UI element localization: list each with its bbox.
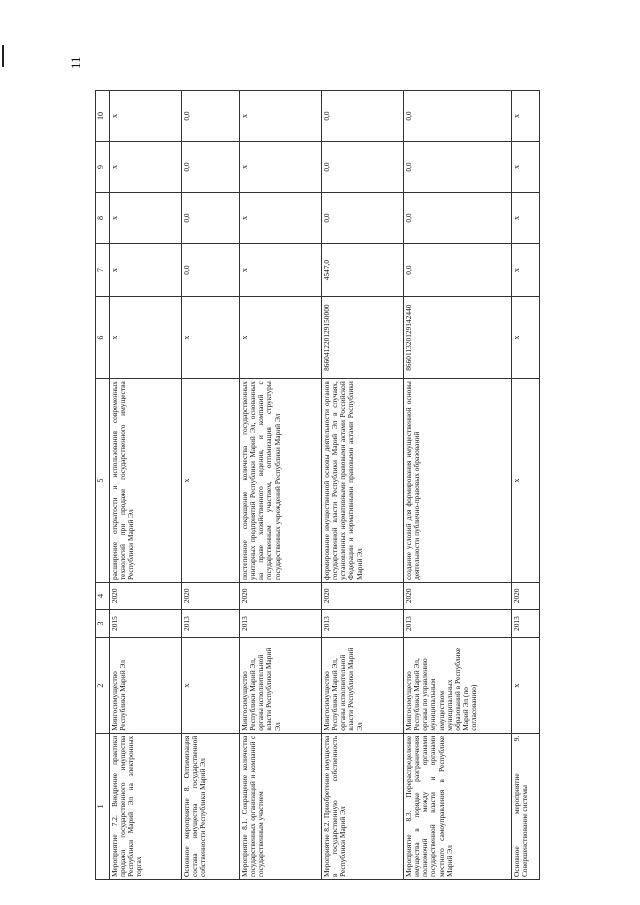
col-header: 10 [96, 91, 110, 142]
col-header: 4 [96, 583, 110, 610]
value-col8: 0,0 [404, 193, 512, 244]
start-year: 2015 [110, 609, 182, 638]
executor: Мингосимущество Республики Марий Эл, органы по управлению муниципальным имуществом муниципальных образований в Республике Марий Эл (по согласованию) [404, 638, 512, 733]
page-number: 11 [68, 56, 83, 69]
start-year: 2013 [322, 609, 404, 638]
col-header: 9 [96, 142, 110, 193]
executor: Мингосимущество Республики Марий Эл, органы исполнительной власти Республики Марий Эл [322, 638, 404, 733]
budget-code: 866011320129142440 [404, 297, 512, 379]
col-header: 2 [96, 638, 110, 733]
end-year: 2020 [322, 583, 404, 610]
rotated-page [95, 90, 535, 880]
value-col10: 0,0 [182, 91, 240, 142]
value-col8: 0,0 [182, 193, 240, 244]
end-year: 2020 [240, 583, 322, 610]
expected-result: x [182, 379, 240, 583]
value-col10: x [240, 91, 322, 142]
start-year: 2013 [404, 609, 512, 638]
end-year: 2020 [110, 583, 182, 610]
executor: Мингосимущество Республики Марий Эл, органы исполнительной власти Республики Марий Эл [240, 638, 322, 733]
table-row [512, 91, 540, 880]
expected-result: расширение открытости и использования современных технологий при продаже государственного имущества Республики Марий Эл [110, 379, 182, 583]
expected-result: создание условий для формирования имущественной основы деятельности публично-правовых образований [404, 379, 512, 583]
table-row [182, 91, 240, 880]
expected-result: постепенное сокращение количества государственных унитарных предприятий Республики Марий Эл, основанных на праве хозяйственного ведения, и компаний с государственным участием, оптимизация структуры государственных учреждений Республики Марий Эл [240, 379, 322, 583]
end-year: 2020 [182, 583, 240, 610]
executor: x [512, 638, 540, 733]
col-header: 5 [96, 379, 110, 583]
table-row [322, 91, 404, 880]
activity-name: Мероприятие 7.2. Внедрение практики продажи государственного имущества Республики Марий Эл на электронных торгах [110, 733, 182, 879]
value-col9: 0,0 [404, 142, 512, 193]
value-col10: x [512, 91, 540, 142]
value-col8: x [240, 193, 322, 244]
activity-name: Мероприятие 8.2. Приобретение имущества в государственную собственность Республики Марий Эл [322, 733, 404, 879]
col-header: 7 [96, 243, 110, 296]
value-col10: 0,0 [322, 91, 404, 142]
value-col10: x [110, 91, 182, 142]
expected-result: формирование имущественной основы деятельности органов государственной власти Республики Марий Эл в случаях, установленных нормативными правовыми актами Российской Федерации и нормативными правовыми актами Республики Марий Эл [322, 379, 404, 583]
scan-edge-mark [2, 45, 4, 67]
table-row [404, 91, 512, 880]
table-row [240, 91, 322, 880]
program-activities-table [95, 90, 540, 880]
activity-name: Основное мероприятие 8. Оптимизация состава имущества государственной собственности Республики Марий Эл [182, 733, 240, 879]
value-col9: 0,0 [182, 142, 240, 193]
start-year: 2013 [512, 609, 540, 638]
value-col7: 0,0 [182, 243, 240, 296]
start-year: 2013 [182, 609, 240, 638]
activity-name: Мероприятие 8.3. Перераспределение имущества в порядке разграничения полномочий между органами государственной власти и органами местного самоуправления в Республике Марий Эл [404, 733, 512, 879]
budget-code: x [110, 297, 182, 379]
end-year: 2020 [404, 583, 512, 610]
budget-code: x [240, 297, 322, 379]
budget-code: 866041220129150000 [322, 297, 404, 379]
value-col8: x [110, 193, 182, 244]
value-col9: x [240, 142, 322, 193]
value-col7: x [512, 243, 540, 296]
table-row [110, 91, 182, 880]
value-col7: 0,0 [404, 243, 512, 296]
activity-name: Основное мероприятие 9. Совершенствование системы [512, 733, 540, 879]
end-year: 2020 [512, 583, 540, 610]
header-row [96, 91, 110, 880]
value-col9: x [512, 142, 540, 193]
col-header: 1 [96, 733, 110, 879]
expected-result: x [512, 379, 540, 583]
value-col10: 0,0 [404, 91, 512, 142]
col-header: 6 [96, 297, 110, 379]
value-col9: x [110, 142, 182, 193]
activity-name: Мероприятие 8.1. Сокращение количества государственных организаций и компаний с государственным участием [240, 733, 322, 879]
col-header: 8 [96, 193, 110, 244]
value-col7: x [110, 243, 182, 296]
col-header: 3 [96, 609, 110, 638]
value-col8: 0,0 [322, 193, 404, 244]
executor: x [182, 638, 240, 733]
value-col9: 0,0 [322, 142, 404, 193]
budget-code: x [512, 297, 540, 379]
value-col7: 4547,0 [322, 243, 404, 296]
value-col8: x [512, 193, 540, 244]
executor: Мингосимущество Республики Марий Эл [110, 638, 182, 733]
value-col7: x [240, 243, 322, 296]
budget-code: x [182, 297, 240, 379]
start-year: 2013 [240, 609, 322, 638]
